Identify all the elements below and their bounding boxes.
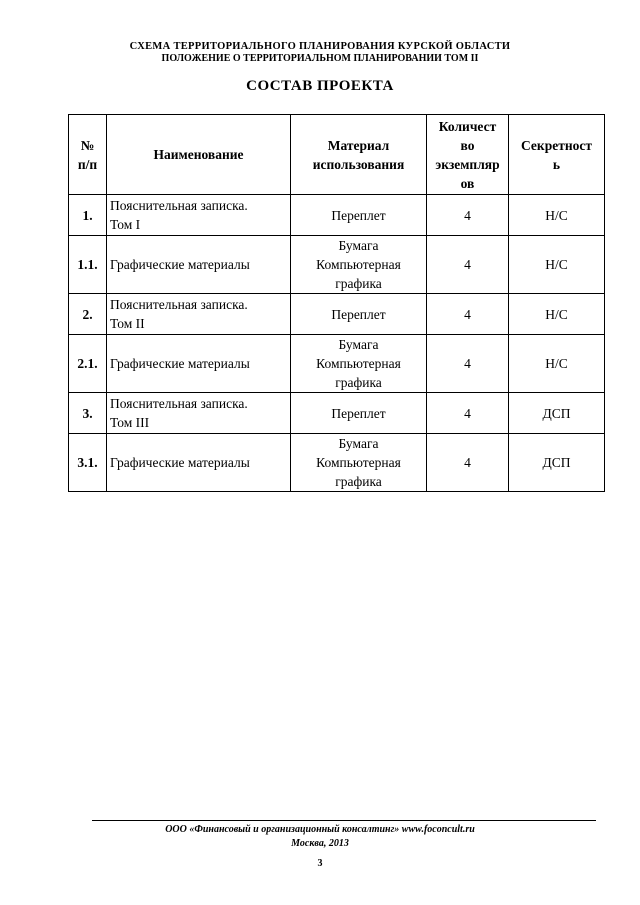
table-row xyxy=(69,195,605,236)
row-count: 4 xyxy=(427,393,509,434)
row-number: 3. xyxy=(69,393,107,434)
table-row xyxy=(69,335,605,393)
column-header-count: Количест во экземпляр ов xyxy=(427,115,509,195)
row-secrecy: Н/С xyxy=(509,236,605,294)
row-count: 4 xyxy=(427,335,509,393)
row-material: Бумага Компьютерная графика xyxy=(291,236,427,294)
footer-company: ООО «Финансовый и организационный консалтинг» www.foconcult.ru xyxy=(165,824,475,835)
row-material: Переплет xyxy=(291,393,427,434)
page-title: СОСТАВ ПРОЕКТА xyxy=(246,78,394,94)
row-name: Пояснительная записка. Том III xyxy=(107,393,291,434)
row-name: Пояснительная записка. Том I xyxy=(107,195,291,236)
column-header-name: Наименование xyxy=(107,115,291,195)
row-number: 2. xyxy=(69,294,107,335)
table-row xyxy=(69,236,605,294)
table-row xyxy=(69,434,605,492)
table-header-row xyxy=(69,115,605,195)
row-material: Бумага Компьютерная графика xyxy=(291,434,427,492)
row-secrecy: ДСП xyxy=(509,393,605,434)
row-material: Переплет xyxy=(291,195,427,236)
row-name: Пояснительная записка. Том II xyxy=(107,294,291,335)
row-number: 2.1. xyxy=(69,335,107,393)
row-number: 1.1. xyxy=(69,236,107,294)
row-name: Графические материалы xyxy=(107,335,291,393)
document-header-line-2: ПОЛОЖЕНИЕ О ТЕРРИТОРИАЛЬНОМ ПЛАНИРОВАНИИ ТОМ II xyxy=(161,53,479,64)
project-composition-table xyxy=(68,114,605,492)
document-header-line-1: СХЕМА ТЕРРИТОРИАЛЬНОГО ПЛАНИРОВАНИЯ КУРСКОЙ ОБЛАСТИ xyxy=(129,41,511,52)
footer-city-year: Москва, 2013 xyxy=(291,838,349,849)
row-number: 3.1. xyxy=(69,434,107,492)
row-secrecy: Н/С xyxy=(509,294,605,335)
column-header-secrecy: Секретност ь xyxy=(509,115,605,195)
row-count: 4 xyxy=(427,294,509,335)
table-row xyxy=(69,393,605,434)
row-material: Бумага Компьютерная графика xyxy=(291,335,427,393)
row-count: 4 xyxy=(427,236,509,294)
footer-divider xyxy=(92,820,596,821)
row-secrecy: Н/С xyxy=(509,335,605,393)
page-number: 3 xyxy=(317,858,323,869)
row-secrecy: Н/С xyxy=(509,195,605,236)
row-count: 4 xyxy=(427,195,509,236)
row-name: Графические материалы xyxy=(107,434,291,492)
row-number: 1. xyxy=(69,195,107,236)
row-name: Графические материалы xyxy=(107,236,291,294)
table-row xyxy=(69,294,605,335)
column-header-material: Материал использования xyxy=(291,115,427,195)
row-secrecy: ДСП xyxy=(509,434,605,492)
column-header-num: № п/п xyxy=(69,115,107,195)
row-count: 4 xyxy=(427,434,509,492)
row-material: Переплет xyxy=(291,294,427,335)
